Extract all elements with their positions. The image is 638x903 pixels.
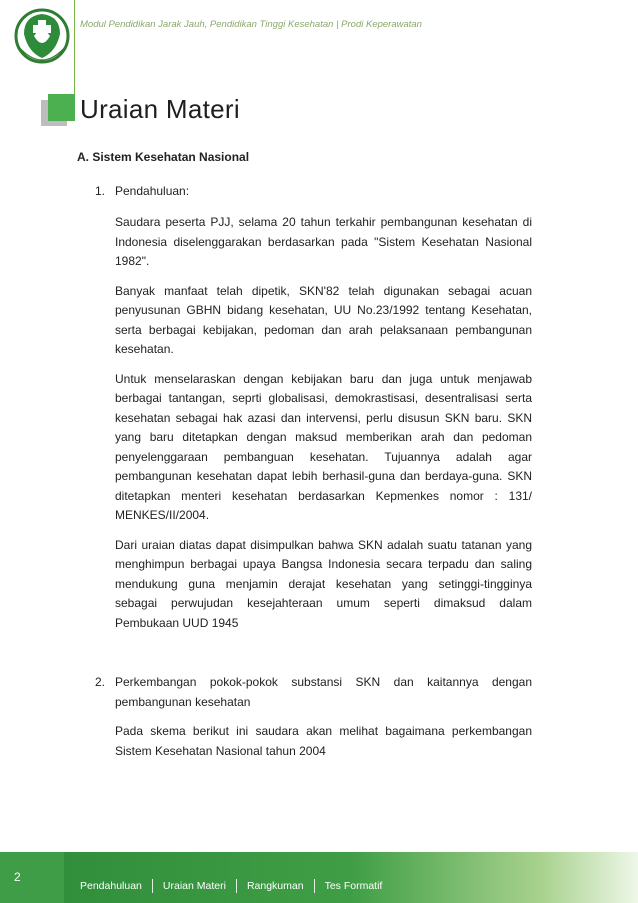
section-heading: A. Sistem Kesehatan Nasional [77, 150, 250, 164]
paragraph: Dari uraian diatas dapat disimpulkan bahwa SKN adalah suatu tatanan yang menghimpun berbagai upaya Bangsa Indonesia secara terpadu dan saling mendukung guna menjamin derajat kesehatan yang setinggi-tingginya sebagai perwujudan kesejahteraan umum seperti dimaksud dalam Pembukaan UUD 1945 [115, 537, 532, 630]
page-number-box [0, 852, 64, 903]
paragraph: Banyak manfaat telah dipetik, SKN'82 telah digunakan sebagai acuan penyusunan GBHN bidang kesehatan, UU No.23/1992 tentang Kesehatan, serta berbagai kebijakan, pedoman dan arah pelaksanaan pembangunan kesehatan. [115, 283, 532, 356]
list-number: 2. [95, 675, 106, 689]
footer-nav [80, 879, 392, 893]
list-number: 1. [95, 183, 106, 198]
footer-bar [0, 852, 638, 903]
nav-rangkuman[interactable]: Rangkuman [237, 879, 315, 893]
main-content [77, 148, 532, 761]
page-title: Uraian Materi [80, 94, 240, 124]
nav-pendahuluan[interactable]: Pendahuluan [80, 879, 153, 893]
paragraph: Untuk menselaraskan dengan kebijakan baru dan juga untuk menjawab berbagai tantangan, seprti globalisasi, demokrastisasi, desentralisasi serta kesehatan sebagai hak azasi dan intervensi, perlu disusun SKN baru. SKN yang baru ditetapkan dengan maksud memberikan arah dan pedoman penyelenggaraan pembanguan kesehatan. Tujuannya adalah agar pembangunan kesehatan dapat lebih berhasil-guna dan berdaya-guna. SKN ditetapkan menteri kesehatan berdasarkan Kepmenkes nomor : 131/ MENKES/II/2004. [115, 371, 532, 522]
list-item-label: Pendahuluan: [115, 183, 190, 198]
list-item-2 [77, 673, 532, 712]
nav-uraian-materi[interactable]: Uraian Materi [153, 879, 237, 893]
paragraph: Pada skema berikut ini saudara akan melihat bagaimana perkembangan Sistem Kesehatan Nasional tahun 2004 [115, 724, 532, 758]
page-number: 2 [14, 870, 21, 884]
list-item-1 [77, 182, 532, 202]
kemenkes-logo [12, 6, 72, 76]
header-module-title: Modul Pendidikan Jarak Jauh, Pendidikan Tinggi Kesehatan | Prodi Keperawatan [80, 19, 422, 30]
title-decoration [41, 94, 75, 128]
nav-tes-formatif[interactable]: Tes Formatif [324, 880, 383, 892]
paragraph: Saudara peserta PJJ, selama 20 tahun terkahir pembangunan kesehatan di Indonesia diselenggarakan berdasarkan pada "Sistem Kesehatan Nasional 1982". [115, 215, 532, 268]
list-item-label: Perkembangan pokok-pokok substansi SKN dan kaitannya dengan pembangunan kesehatan [115, 675, 532, 709]
